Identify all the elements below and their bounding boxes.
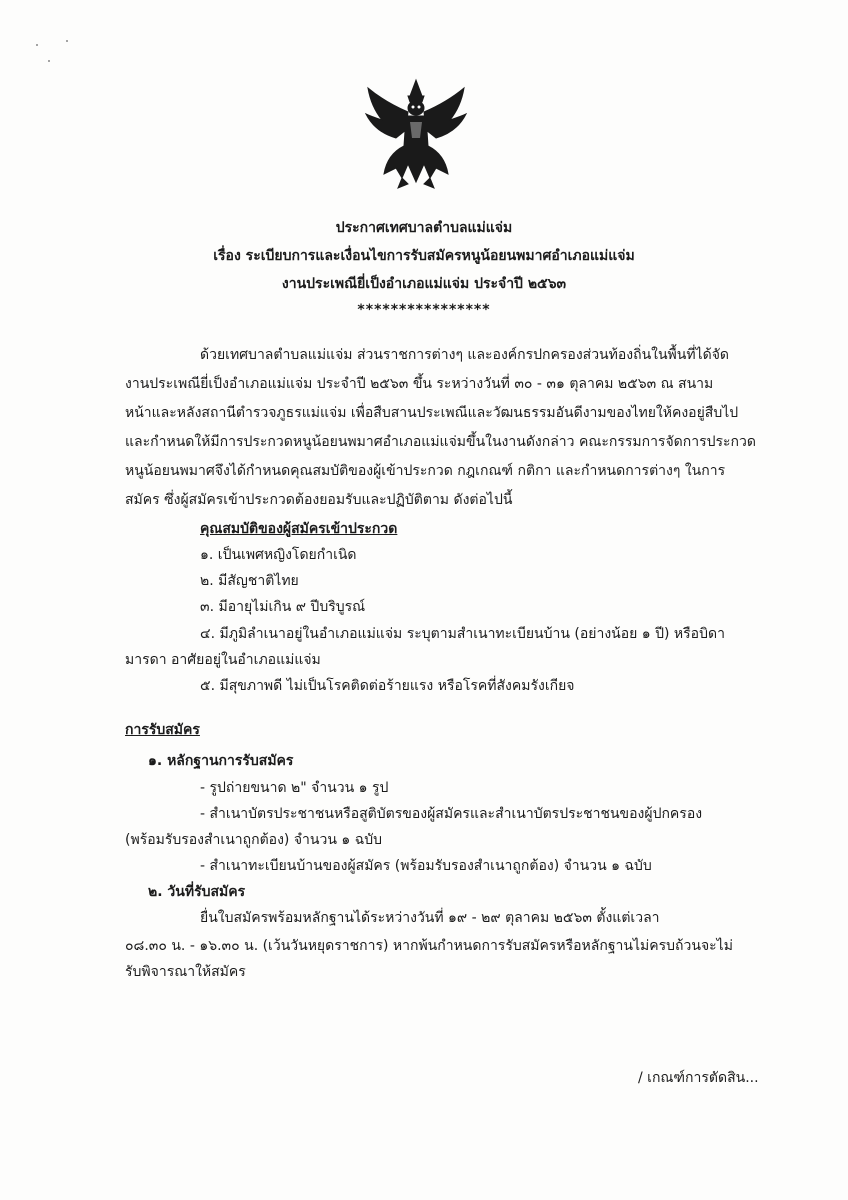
qualification-item: ๒. มีสัญชาติไทย <box>200 573 299 589</box>
scan-speck <box>48 60 50 62</box>
continued-note: / เกณฑ์การตัดสิน... <box>638 1070 759 1086</box>
qualification-item-continued: มารดา อาศัยอยู่ในอำเภอแม่แจ่ม <box>125 652 321 668</box>
date-line: ยื่นใบสมัครพร้อมหลักฐานได้ระหว่างวันที่ ๑๙ - ๒๙ ตุลาคม ๒๕๖๓ ตั้งแต่เวลา <box>200 910 660 926</box>
evidence-item: - รูปถ่ายขนาด ๒" จำนวน ๑ รูป <box>200 780 389 796</box>
intro-line: และกำหนดให้มีการประกวดหนูน้อยนพมาศอำเภอแม่แจ่มขึ้นในงานดังกล่าว คณะกรรมการจัดการประกวด <box>125 434 756 450</box>
event-line: งานประเพณียี่เป็งอำเภอแม่แจ่ม ประจำปี ๒๕๖๓ <box>281 276 567 292</box>
qualification-item: ๕. มีสุขภาพดี ไม่เป็นโรคติดต่อร้ายแรง หรือโรคที่สังคมรังเกียจ <box>200 678 575 694</box>
intro-line: สมัคร ซึ่งผู้สมัครเข้าประกวดต้องยอมรับและปฏิบัติตาม ดังต่อไปนี้ <box>125 492 513 508</box>
page-title: ประกาศเทศบาลตำบลแม่แจ่ม <box>335 220 513 236</box>
application-heading: การรับสมัคร <box>125 722 200 738</box>
intro-line: หน้าและหลังสถานีตำรวจภูธรแม่แจ่ม เพื่อสืบสานประเพณีและวัฒนธรรมอันดีงามของไทยให้คงอยู่สืบไป <box>125 405 739 421</box>
date-heading: ๒. วันที่รับสมัคร <box>148 884 246 900</box>
subject-line: เรื่อง ระเบียบการและเงื่อนไขการรับสมัครหนูน้อยนพมาศอำเภอแม่แจ่ม <box>213 248 635 264</box>
intro-line: งานประเพณียี่เป็งอำเภอแม่แจ่ม ประจำปี ๒๕๖๓ ขึ้น ระหว่างวันที่ ๓๐ - ๓๑ ตุลาคม ๒๕๖๓ ณ สนาม <box>125 376 714 392</box>
garuda-emblem-icon <box>362 78 470 190</box>
date-line: รับพิจารณาให้สมัคร <box>125 964 246 980</box>
evidence-item: - สำเนาทะเบียนบ้านของผู้สมัคร (พร้อมรับรองสำเนาถูกต้อง) จำนวน ๑ ฉบับ <box>200 858 652 874</box>
intro-line: หนูน้อยนพมาศจึงได้กำหนดคุณสมบัติของผู้เข้าประกวด กฎเกณฑ์ กติกา และกำหนดการต่างๆ ในการ <box>125 463 726 479</box>
evidence-item: - สำเนาบัตรประชาชนหรือสูติบัตรของผู้สมัครและสำเนาบัตรประชาชนของผู้ปกครอง <box>200 806 703 822</box>
qualification-item: ๓. มีอายุไม่เกิน ๙ ปีบริบูรณ์ <box>200 599 366 615</box>
qualifications-heading: คุณสมบัติของผู้สมัครเข้าประกวด <box>200 521 398 537</box>
qualification-item: ๑. เป็นเพศหญิงโดยกำเนิด <box>200 547 357 563</box>
scan-speck <box>36 44 38 46</box>
header-divider: **************** <box>357 302 491 318</box>
qualification-item: ๔. มีภูมิลำเนาอยู่ในอำเภอแม่แจ่ม ระบุตามสำเนาทะเบียนบ้าน (อย่างน้อย ๑ ปี) หรือบิดา <box>200 626 725 642</box>
scan-speck <box>66 40 68 42</box>
intro-line: ด้วยเทศบาลตำบลแม่แจ่ม ส่วนราชการต่างๆ และองค์กรปกครองส่วนท้องถิ่นในพื้นที่ได้จัด <box>200 347 730 363</box>
date-line: ๐๘.๓๐ น. - ๑๖.๓๐ น. (เว้นวันหยุดราชการ) หากพ้นกำหนดการรับสมัครหรือหลักฐานไม่ครบถ้วนจะไม่ <box>125 938 733 954</box>
evidence-item-continued: (พร้อมรับรองสำเนาถูกต้อง) จำนวน ๑ ฉบับ <box>125 832 383 848</box>
evidence-heading: ๑. หลักฐานการรับสมัคร <box>148 753 294 769</box>
